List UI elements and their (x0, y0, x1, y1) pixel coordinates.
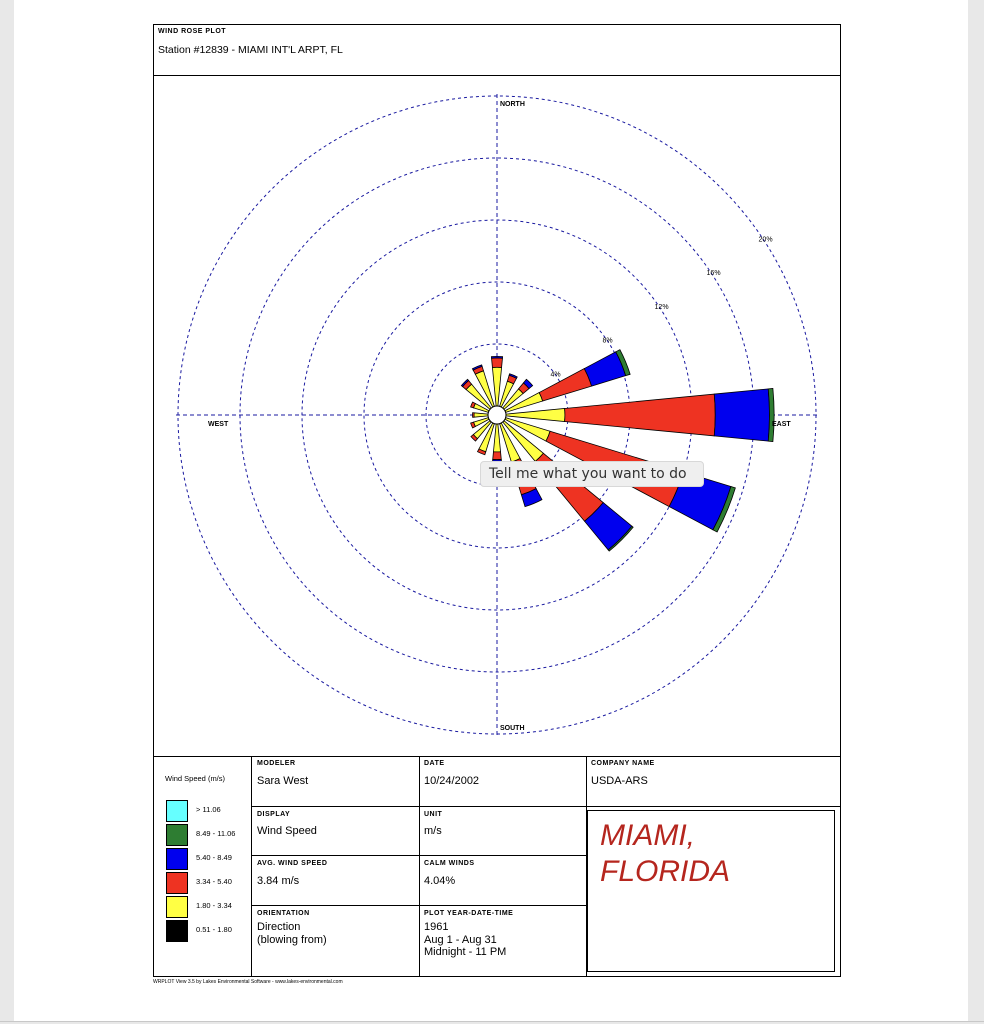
ring-labels (551, 236, 773, 378)
legend-label: 3.34 - 5.40 (196, 877, 232, 886)
petal-N-334540 (492, 358, 503, 368)
unit-label: UNIT (424, 811, 443, 818)
modeler-label: MODELER (257, 760, 296, 767)
company-label: COMPANY NAME (591, 760, 655, 767)
software-credit: WRPLOT View 3.5 by Lakes Environmental Software - www.lakes-environmental.com (153, 979, 343, 985)
petal-E-180334 (506, 408, 565, 421)
chart-petals (461, 350, 774, 551)
modeler-value: Sara West (257, 775, 309, 787)
display-label: DISPLAY (257, 811, 291, 818)
direction-label-south: SOUTH (500, 725, 525, 732)
table-row-divider-2 (251, 855, 586, 856)
legend-label: 8.49 - 11.06 (196, 829, 236, 838)
table-row-divider-3 (251, 905, 586, 906)
direction-label-west: WEST (208, 421, 229, 428)
table-col-divider-2 (419, 756, 420, 977)
legend-swatch (166, 872, 188, 894)
petal-S-180334 (493, 424, 500, 452)
petal-S-334540 (493, 452, 502, 460)
date-label: DATE (424, 760, 445, 767)
avg-speed-label: AVG. WIND SPEED (257, 860, 328, 867)
calm-winds-label: CALM WINDS (424, 860, 475, 867)
plot-time-value: Midnight - 11 PM (424, 946, 507, 958)
ring-label-20: 20% (758, 236, 773, 244)
petal-W-180334 (474, 413, 488, 417)
table-col-divider-1 (251, 756, 252, 977)
table-row-divider-1 (251, 806, 841, 807)
wind-rose-chart (154, 76, 840, 756)
ring-label-12: 12% (654, 303, 669, 311)
table-top-border (153, 756, 841, 757)
display-value: Wind Speed (257, 825, 317, 837)
petal-N-540849 (491, 356, 502, 358)
ring-label-4: 4% (550, 371, 561, 379)
petal-E-334540 (565, 394, 716, 436)
section-label: WIND ROSE PLOT (158, 28, 227, 35)
legend-swatch (166, 920, 188, 942)
location-title-line1: MIAMI, (600, 819, 695, 852)
plot-year-label: PLOT YEAR-DATE-TIME (424, 910, 514, 917)
legend-swatch (166, 800, 188, 822)
orientation-value-2: (blowing from) (257, 934, 327, 946)
tell-me-tooltip[interactable]: Tell me what you want to do (480, 461, 704, 487)
legend-swatch (166, 824, 188, 846)
location-title-line2: FLORIDA (600, 855, 731, 888)
legend-label: 5.40 - 8.49 (196, 853, 232, 862)
petal-E-8491106 (768, 388, 774, 441)
petal-N-180334 (492, 367, 501, 406)
petal-E-540849 (714, 389, 769, 441)
legend-label: 0.51 - 1.80 (196, 925, 232, 934)
direction-label-north: NORTH (500, 101, 525, 108)
plot-year-value: 1961 (424, 921, 449, 933)
date-value: 10/24/2002 (424, 775, 480, 787)
avg-speed-value: 3.84 m/s (257, 875, 300, 887)
ring-label-8: 8% (602, 337, 613, 345)
direction-label-east: EAST (772, 421, 791, 428)
legend-swatch (166, 848, 188, 870)
orientation-label: ORIENTATION (257, 910, 310, 917)
ring-label-16: 16% (706, 270, 721, 278)
legend-label: > 11.06 (196, 805, 221, 814)
calm-circle (488, 406, 506, 424)
location-title (600, 818, 730, 890)
legend-title: Wind Speed (m/s) (165, 774, 226, 783)
petal-W-334540 (473, 413, 475, 418)
legend-swatch (166, 896, 188, 918)
station-title: Station #12839 - MIAMI INT'L ARPT, FL (158, 44, 343, 56)
calm-winds-value: 4.04% (424, 875, 456, 887)
unit-value: m/s (424, 825, 442, 837)
legend-label: 1.80 - 3.34 (196, 901, 232, 910)
company-value: USDA-ARS (591, 775, 648, 787)
orientation-value-1: Direction (257, 921, 301, 933)
plot-date-value: Aug 1 - Aug 31 (424, 934, 497, 946)
page-bottom-edge (0, 1021, 984, 1022)
